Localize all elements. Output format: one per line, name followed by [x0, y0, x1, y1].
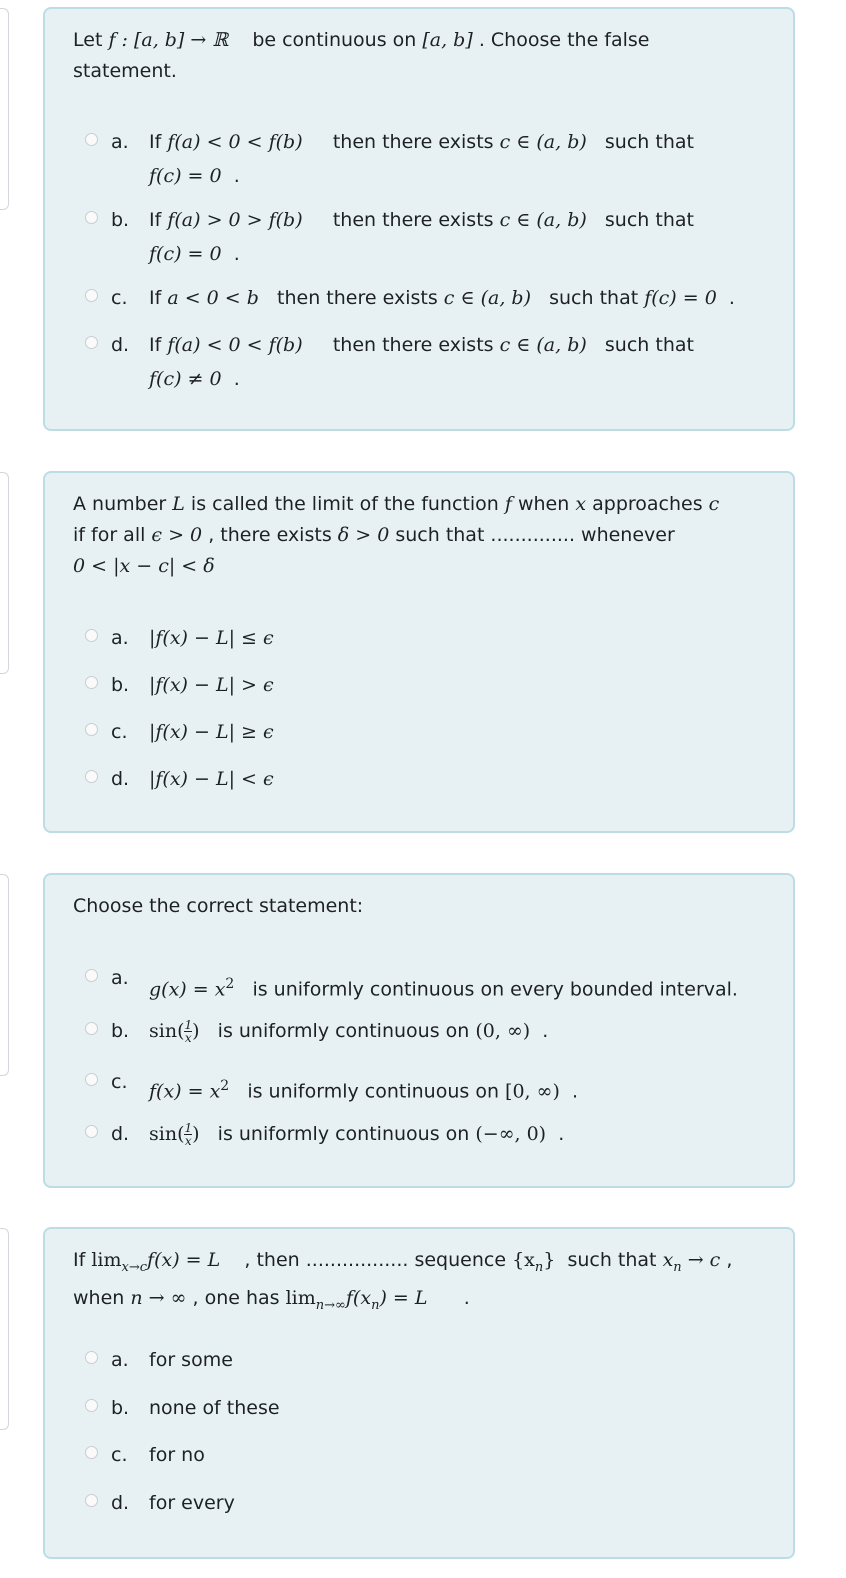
question-card-2: A number L is called the limit of the function f when x approaches c if for all ϵ > 0 , there exists δ > 0 such that .............. whenever 0 < |x − c| < δ a. |f(x) − L| ≤ ϵ b. |f(x) − L| > ϵ c. |f(x) − L| ≥ ϵ d. |f(x) − L| < ϵ: [43, 471, 795, 833]
radio-button[interactable]: [85, 770, 98, 783]
question-card-3: Choose the correct statement: a. $g(x) = x^2$ is uniformly continuous on every bounded interval. b. sin( $\frac{1}{x}$ ) is uniformly continuous on (0, ∞) . c. $f(x) = x^2$ is uniformly continuous on [0, ∞) . d. sin( $\frac{1}{x}$ ) is uniformly continuous on (−∞, 0) .: [43, 873, 795, 1188]
radio-button[interactable]: [85, 211, 98, 224]
radio-button[interactable]: [85, 969, 98, 982]
question-text: A number L is called the limit of the function f when x approaches c if for all ϵ > 0 , there exists δ > 0 such that .............. whenever 0 < |x − c| < δ: [73, 493, 720, 577]
radio-button[interactable]: [85, 1125, 98, 1138]
question-card-4: If $\lim_{x\to c}f(x) = L$ , then ................. sequence $\{x_n\}$ such that $x_n \to c$ , when n → ∞ , one has $\lim_{n\to\infty}f(x_n) = L$ . a. for some b. none of these c. for no d. for every: [43, 1227, 795, 1559]
question-info-box-1: [0, 8, 9, 210]
radio-button[interactable]: [85, 629, 98, 642]
question-info-box-2: [0, 472, 9, 674]
question-text: Let f : [a, b] → ℝ be continuous on [a, b] . Choose the false statement.: [73, 29, 650, 82]
radio-button[interactable]: [85, 133, 98, 146]
radio-button[interactable]: [85, 723, 98, 736]
radio-button[interactable]: [85, 1399, 98, 1412]
radio-button[interactable]: [85, 676, 98, 689]
question-text: If $\lim_{x\to c}f(x) = L$ , then ................. sequence $\{x_n\}$ such that $x_n \to c$ , when n → ∞ , one has $\lim_{n\to\infty}f(x_n) = L$ .: [73, 1249, 733, 1313]
question-card-1: Let f : [a, b] → ℝ be continuous on [a, b] . Choose the false statement. a. If f(a) < 0 < f(b) then there exists c ∈ (a, b) such that f(c) = 0 . b. If f(a) > 0 > f(b) then there exists c ∈ (a, b) such that f(c) = 0 . c. If a < 0 < b then there exists c ∈ (a, b) such that f(c) = 0 . d. If f(a) < 0 < f(b) then there exists c ∈ (a, b) such that f(c) ≠ 0 .: [43, 7, 795, 431]
radio-button[interactable]: [85, 1022, 98, 1035]
radio-button[interactable]: [85, 336, 98, 349]
radio-button[interactable]: [85, 1494, 98, 1507]
question-info-box-3: [0, 874, 9, 1076]
radio-button[interactable]: [85, 1446, 98, 1459]
radio-button[interactable]: [85, 289, 98, 302]
radio-button[interactable]: [85, 1073, 98, 1086]
question-info-box-4: [0, 1228, 9, 1430]
question-text: Choose the correct statement:: [73, 895, 364, 917]
radio-button[interactable]: [85, 1351, 98, 1364]
